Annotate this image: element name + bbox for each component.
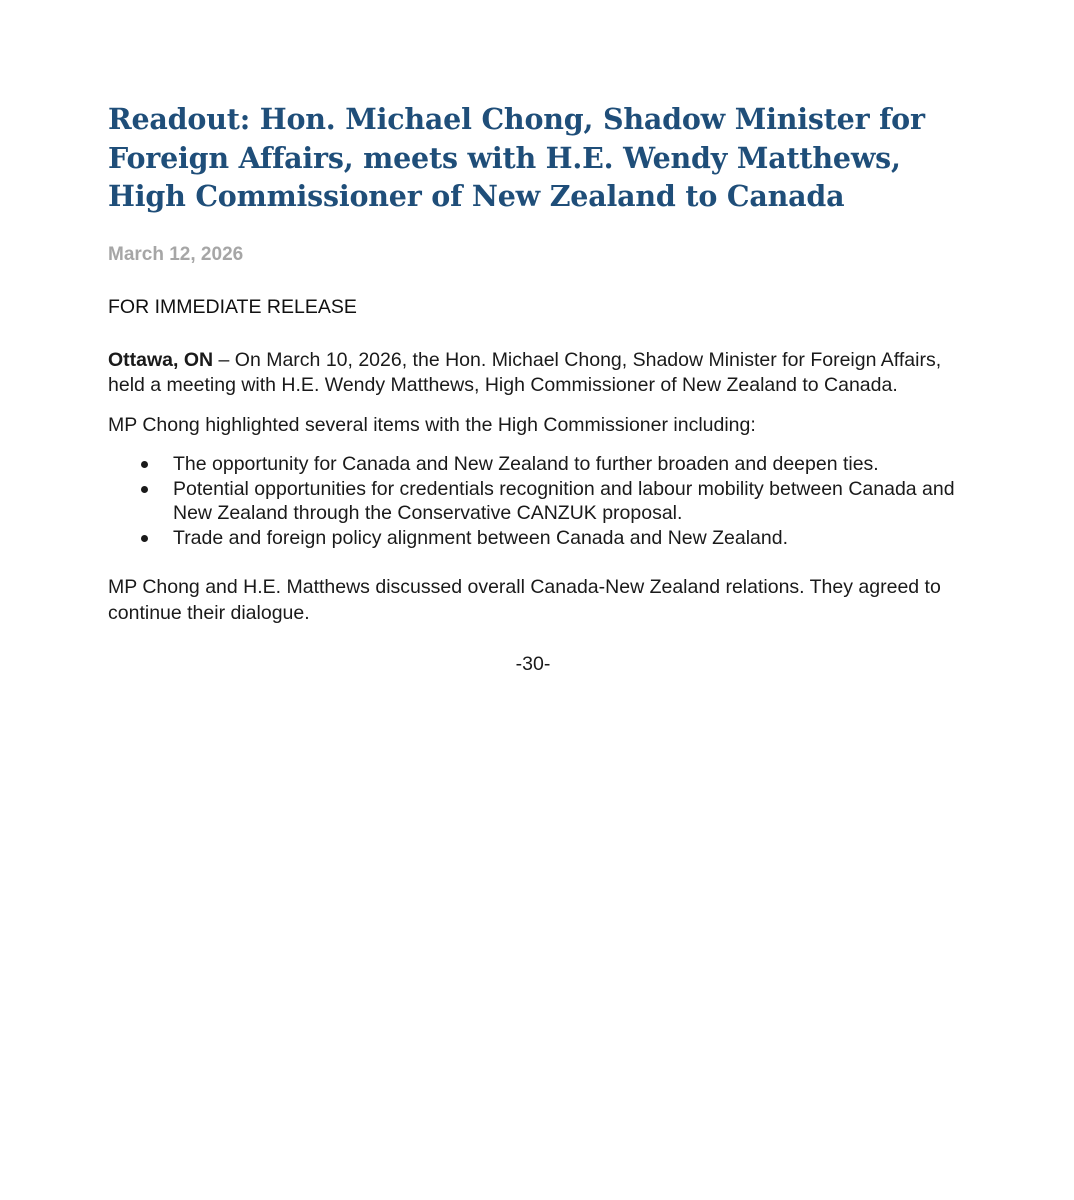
list-item <box>108 477 958 526</box>
list-item <box>108 526 958 551</box>
list-item <box>108 452 958 477</box>
highlight-list <box>108 452 958 550</box>
list-item-text: The opportunity for Canada and New Zealand to further broaden and deepen ties. <box>173 453 879 475</box>
end-mark: -30- <box>515 653 551 675</box>
release-label: FOR IMMEDIATE RELEASE <box>108 295 357 318</box>
bullet-icon <box>141 535 148 542</box>
list-item-text: Potential opportunities for credentials recognition and labour mobility between Canada and New Zealand through the Conservative CANZUK proposal. <box>173 477 955 524</box>
closing-paragraph: MP Chong and H.E. Matthews discussed overall Canada-New Zealand relations. They agreed to continue their dialogue. <box>108 576 941 624</box>
list-item-text: Trade and foreign policy alignment between Canada and New Zealand. <box>173 526 789 549</box>
page-title: Readout: Hon. Michael Chong, Shadow Minister for Foreign Affairs, meets with H.E. Wendy Matthews, High Commissioner of New Zealand to Canada <box>108 102 925 213</box>
release-date: March 12, 2026 <box>108 243 244 265</box>
list-intro: MP Chong highlighted several items with the High Commissioner including: <box>108 413 756 436</box>
bullet-icon <box>141 486 148 493</box>
lead-text: – On March 10, 2026, the Hon. Michael Chong, Shadow Minister for Foreign Affairs, held a meeting with H.E. Wendy Matthews, High Commissioner of New Zealand to Canada. <box>108 348 942 396</box>
bullet-icon <box>141 461 148 468</box>
dateline: Ottawa, ON <box>108 348 214 371</box>
lead-paragraph <box>108 348 958 399</box>
press-release <box>108 100 958 677</box>
